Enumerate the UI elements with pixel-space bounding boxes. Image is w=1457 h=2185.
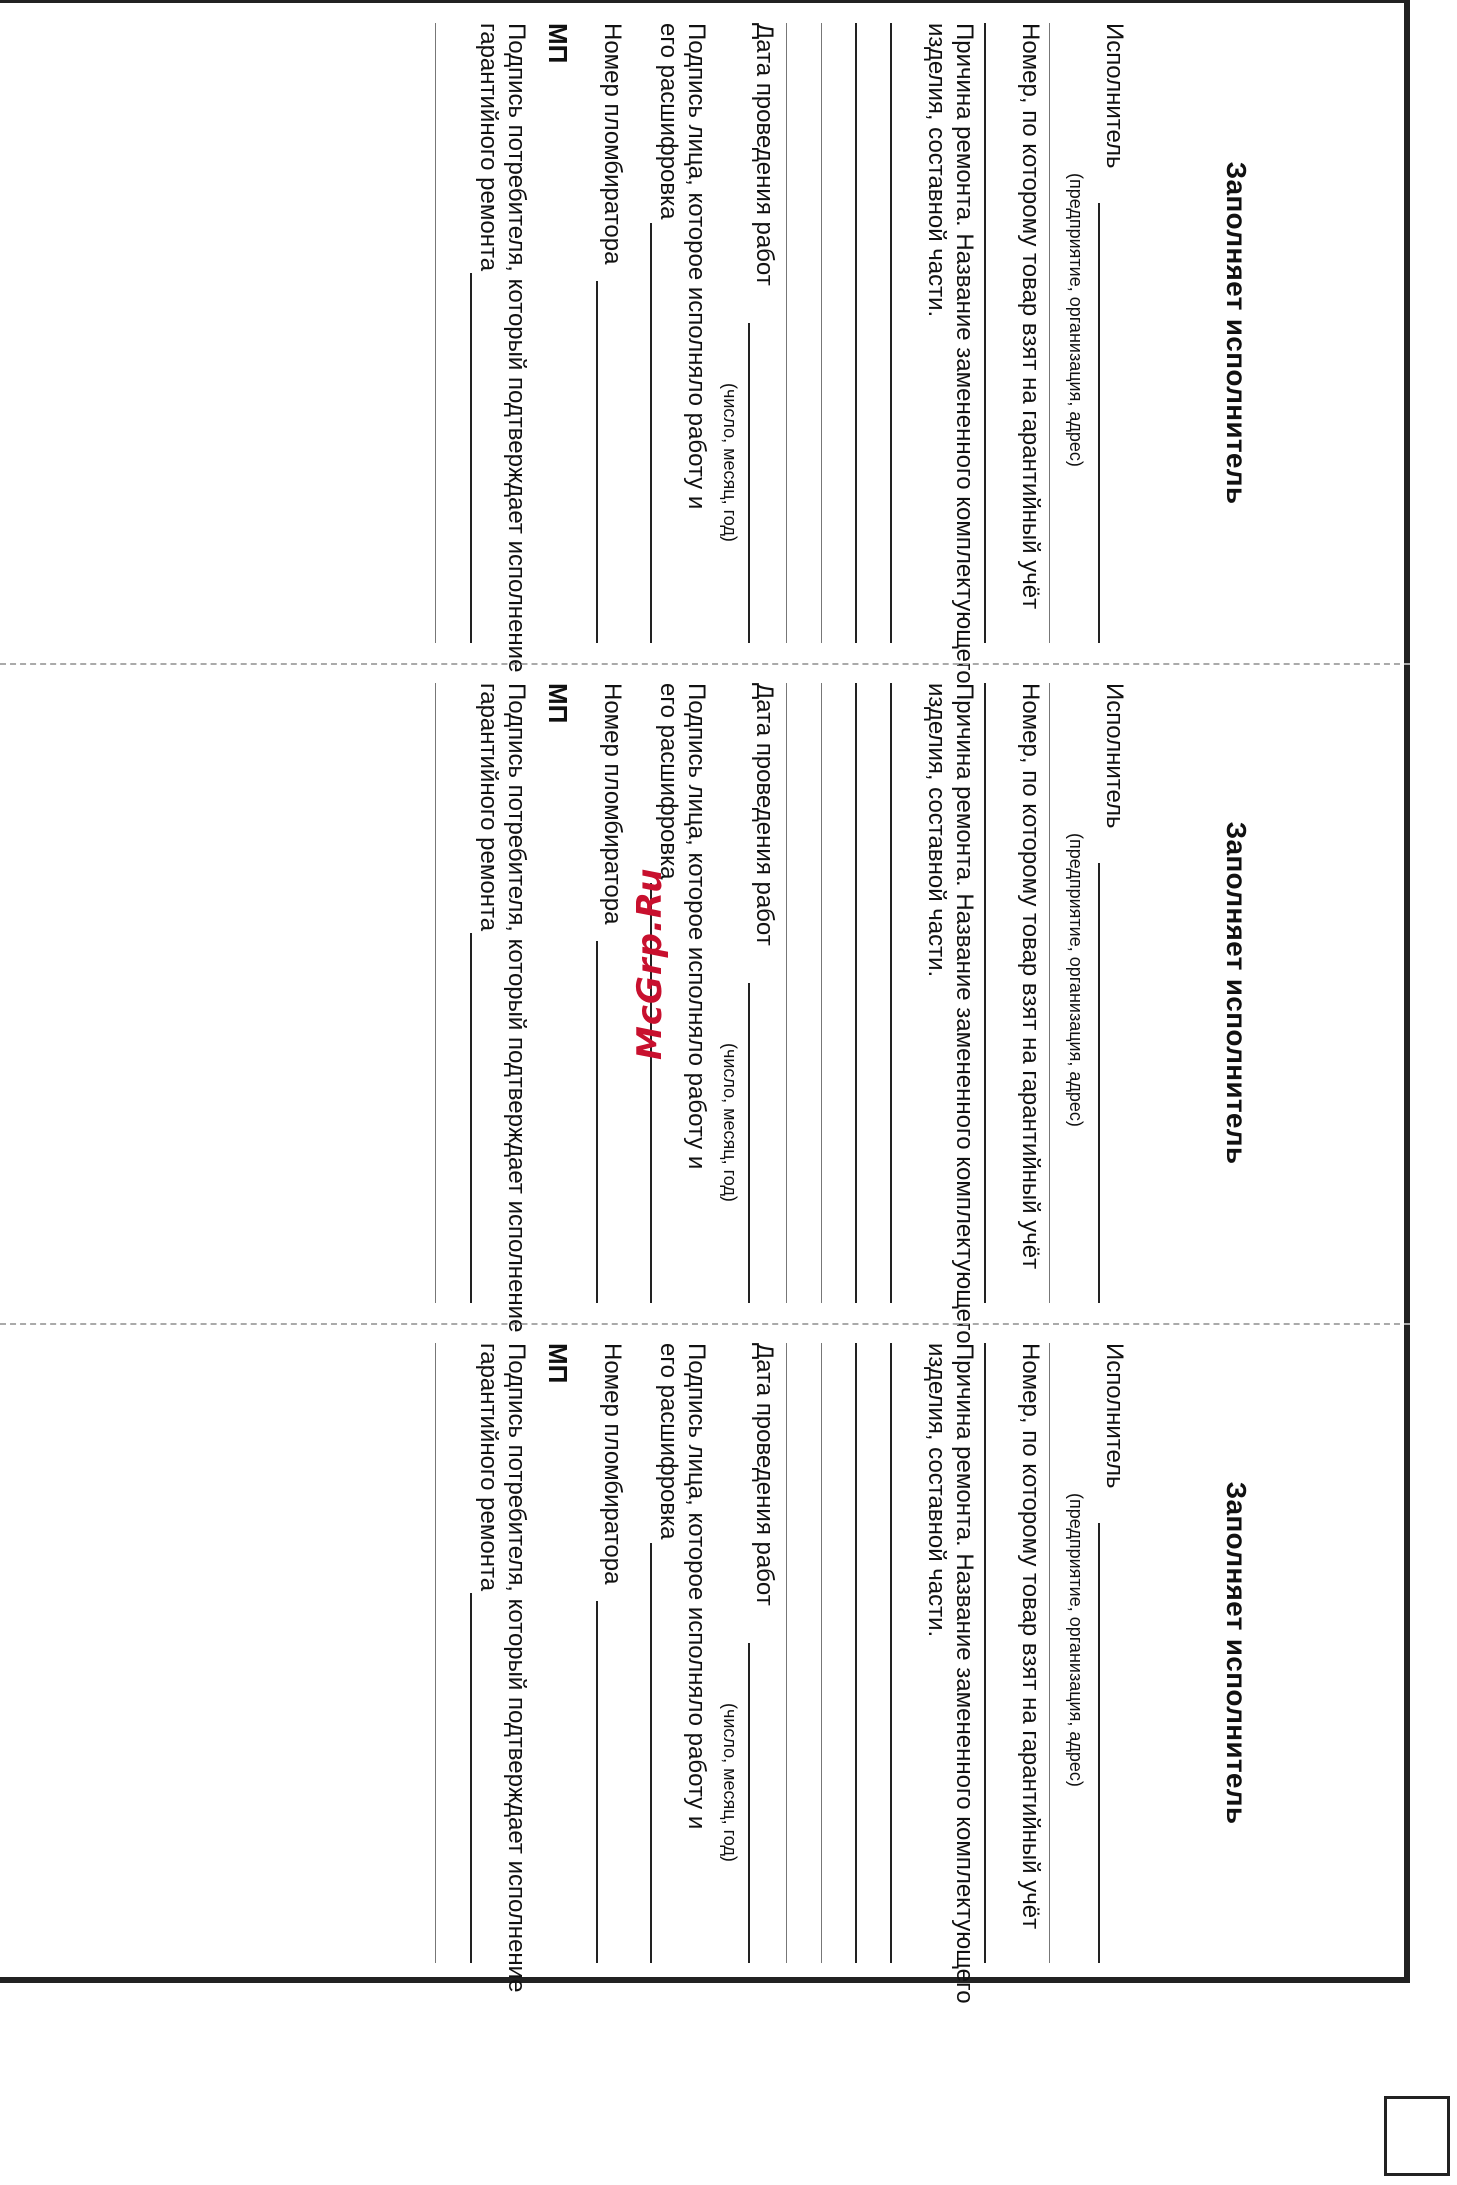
stamp-label: МП: [543, 23, 573, 64]
consumer-signature-line2: гарантийного ремонта: [475, 1343, 502, 1592]
signature-line1: Подпись лица, которое исполняло работу и: [683, 23, 710, 510]
work-date-hint: (число, месяц, год): [720, 1043, 740, 1202]
consumer-signature-line2: гарантийного ремонта: [475, 23, 502, 272]
warranty-number-label: Номер, по которому товар взят на гарантийный учёт: [1017, 1343, 1044, 1930]
work-date-line[interactable]: [748, 983, 750, 1303]
repair-reason-line-a[interactable]: [890, 23, 892, 643]
signature-field-line[interactable]: [650, 1543, 652, 1963]
signature-line2: его расшифровка: [655, 1343, 682, 1540]
signature-line1: Подпись лица, которое исполняло работу и: [683, 1343, 710, 1830]
seal-number-label: Номер пломбиратора: [599, 683, 626, 925]
repair-reason-line-c[interactable]: [821, 23, 822, 643]
repair-reason-line2: изделия, составной части.: [923, 23, 950, 318]
consumer-signature-line1: Подпись потребителя, который подтверждает исполнение: [503, 1343, 530, 1993]
consumer-signature-line[interactable]: [470, 1593, 472, 1963]
signature-line2: его расшифровка: [655, 23, 682, 220]
coupon-strip: [0, 3, 1410, 2004]
seal-number-label: Номер пломбиратора: [599, 23, 626, 265]
work-date-line[interactable]: [748, 1643, 750, 1963]
warranty-coupon-1: [0, 3, 1410, 684]
coupon-title: Заполняет исполнитель: [1221, 1481, 1252, 1825]
performer-line[interactable]: [1098, 203, 1100, 643]
warranty-number-label: Номер, по которому товар взят на гарантийный учёт: [1017, 23, 1044, 610]
performer-line[interactable]: [1098, 1523, 1100, 1963]
signature-field-line[interactable]: [650, 223, 652, 643]
performer-line-2[interactable]: [1049, 1343, 1050, 1963]
repair-reason-line1: Причина ремонта. Название замененного комплектующего: [951, 1343, 978, 2004]
work-date-hint: (число, месяц, год): [720, 1703, 740, 1862]
stamp-label: МП: [543, 683, 573, 724]
repair-reason-line-b[interactable]: [855, 23, 857, 643]
consumer-signature-line-2[interactable]: [435, 1343, 436, 1963]
repair-reason-line-d[interactable]: [786, 1343, 787, 1963]
performer-hint: (предприятие, организация, адрес): [1066, 173, 1086, 467]
work-date-line[interactable]: [748, 323, 750, 643]
coupon-title: Заполняет исполнитель: [1221, 821, 1252, 1165]
seal-number-line[interactable]: [596, 281, 598, 643]
performer-label: Исполнитель: [1101, 683, 1128, 829]
performer-line-2[interactable]: [1049, 23, 1050, 643]
repair-reason-line-c[interactable]: [821, 683, 822, 1303]
repair-reason-line-d[interactable]: [786, 23, 787, 643]
consumer-signature-line-2[interactable]: [435, 23, 436, 643]
seal-number-line[interactable]: [596, 941, 598, 1303]
seal-number-label: Номер пломбиратора: [599, 1343, 626, 1585]
signature-line2: его расшифровка: [655, 683, 682, 880]
signature-line1: Подпись лица, которое исполняло работу и: [683, 683, 710, 1170]
warranty-coupon-2: [0, 663, 1410, 1344]
work-date-hint: (число, месяц, год): [720, 383, 740, 542]
consumer-signature-line1: Подпись потребителя, который подтверждает исполнение: [503, 683, 530, 1333]
consumer-signature-line1: Подпись потребителя, который подтверждает исполнение: [503, 23, 530, 673]
warranty-number-label: Номер, по которому товар взят на гарантийный учёт: [1017, 683, 1044, 1270]
warranty-number-line[interactable]: [984, 1343, 986, 1963]
consumer-signature-line[interactable]: [470, 933, 472, 1303]
performer-line-2[interactable]: [1049, 683, 1050, 1303]
watermark: McGrp.Ru: [630, 867, 670, 1060]
work-date-label: Дата проведения работ: [751, 1343, 778, 1606]
consumer-signature-line2: гарантийного ремонта: [475, 683, 502, 932]
repair-reason-line-a[interactable]: [890, 683, 892, 1303]
performer-hint: (предприятие, организация, адрес): [1066, 833, 1086, 1127]
repair-reason-line2: изделия, составной части.: [923, 1343, 950, 1638]
repair-reason-line1: Причина ремонта. Название замененного комплектующего: [951, 23, 978, 684]
seal-number-line[interactable]: [596, 1601, 598, 1963]
warranty-coupon-3: [0, 1323, 1410, 2004]
consumer-signature-line[interactable]: [470, 273, 472, 643]
repair-reason-line-b[interactable]: [855, 1343, 857, 1963]
repair-reason-line1: Причина ремонта. Название замененного комплектующего: [951, 683, 978, 1344]
page-number-box: [1384, 2096, 1450, 2176]
work-date-label: Дата проведения работ: [751, 23, 778, 286]
performer-line[interactable]: [1098, 863, 1100, 1303]
stamp-label: МП: [543, 1343, 573, 1384]
repair-reason-line-b[interactable]: [855, 683, 857, 1303]
repair-reason-line-a[interactable]: [890, 1343, 892, 1963]
coupon-title: Заполняет исполнитель: [1221, 161, 1252, 505]
repair-reason-line-d[interactable]: [786, 683, 787, 1303]
repair-reason-line2: изделия, составной части.: [923, 683, 950, 978]
work-date-label: Дата проведения работ: [751, 683, 778, 946]
warranty-number-line[interactable]: [984, 23, 986, 643]
performer-label: Исполнитель: [1101, 23, 1128, 169]
consumer-signature-line-2[interactable]: [435, 683, 436, 1303]
warranty-number-line[interactable]: [984, 683, 986, 1303]
repair-reason-line-c[interactable]: [821, 1343, 822, 1963]
performer-label: Исполнитель: [1101, 1343, 1128, 1489]
performer-hint: (предприятие, организация, адрес): [1066, 1493, 1086, 1787]
